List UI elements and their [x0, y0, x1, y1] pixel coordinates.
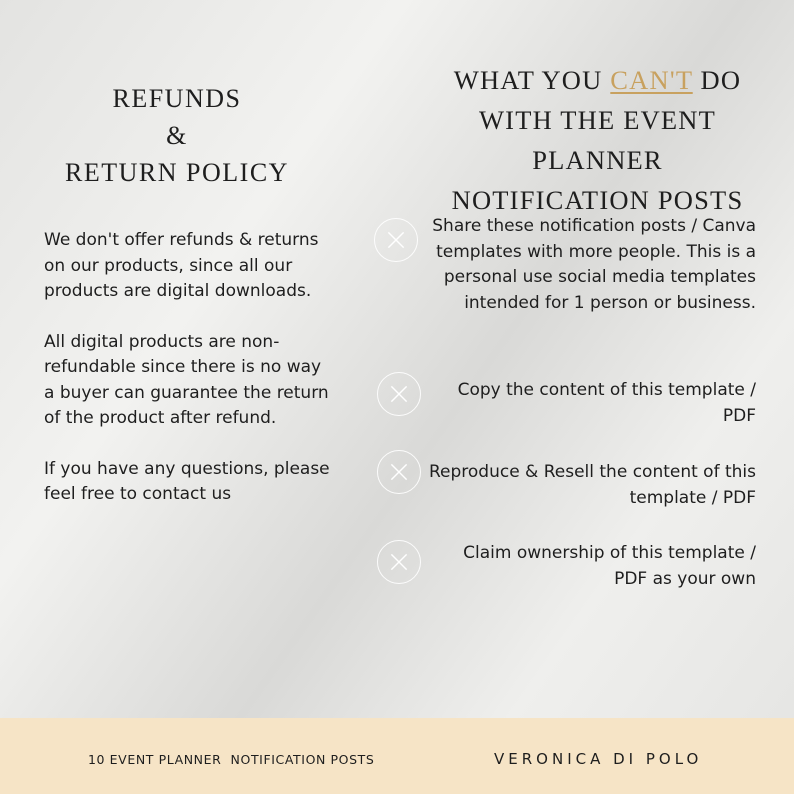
refund-paragraph-1: We don't offer refunds & returns on our products, since all our products are digital downloads. — [44, 230, 319, 301]
footer-product-name: 10 EVENT PLANNER NOTIFICATION POSTS — [88, 752, 375, 767]
left-title-line-2: & — [166, 121, 188, 150]
circle-x-icon — [377, 540, 421, 584]
left-title — [40, 80, 314, 191]
refund-paragraph-2: All digital products are non-refundable since there is no way a buyer can guarantee the return of the product after refund. — [44, 331, 329, 428]
refund-paragraph-3: If you have any questions, please feel free to contact us — [44, 458, 330, 504]
right-title-line-4: NOTIFICATION POSTS — [451, 185, 744, 215]
right-title-after: DO — [692, 65, 742, 95]
right-title — [420, 60, 775, 220]
rule-item-2: Copy the content of this template / PDF — [457, 380, 756, 426]
right-title-line-1 — [420, 60, 775, 100]
circle-x-icon — [374, 218, 418, 262]
rule-item-3: Reproduce & Resell the content of this template / PDF — [428, 462, 756, 508]
left-title-line-3: RETURN POLICY — [65, 158, 289, 187]
right-title-before: WHAT YOU — [453, 65, 611, 95]
right-title-line-3: PLANNER — [532, 145, 663, 175]
left-title-line-1: REFUNDS — [112, 84, 242, 113]
circle-x-icon — [377, 450, 421, 494]
refund-policy-body — [44, 228, 334, 533]
right-title-accent: CAN'T — [610, 65, 693, 95]
rule-item-1: Share these notification posts / Canva templates with more people. This is a personal use social media templates intended for 1 person or business. — [432, 216, 756, 313]
circle-x-icon — [377, 372, 421, 416]
rule-item-4: Claim ownership of this template / PDF as your own — [463, 543, 756, 589]
footer-bar — [0, 718, 794, 794]
right-title-line-2: WITH THE EVENT — [478, 105, 717, 135]
footer-brand-name: VERONICA DI POLO — [494, 750, 703, 768]
